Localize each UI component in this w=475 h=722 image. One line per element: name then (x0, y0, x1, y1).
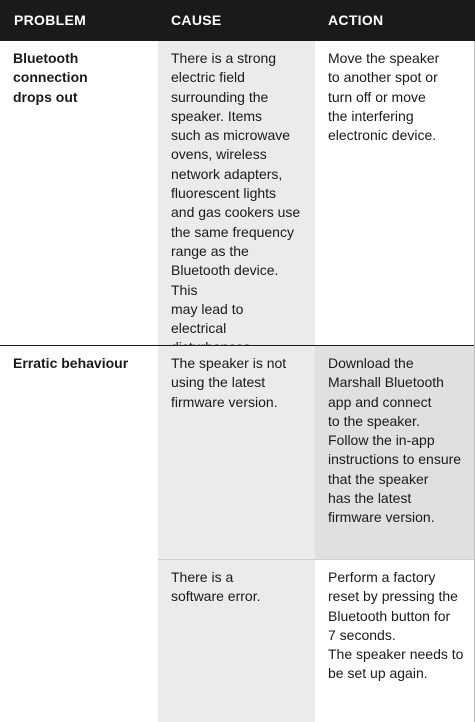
row2-action-cell (315, 346, 475, 559)
row-divider (158, 559, 475, 560)
row1-problem-cell (0, 41, 158, 345)
row3-action-cell (315, 560, 475, 722)
row1-action-cell (315, 41, 475, 345)
header-problem: PROBLEM (14, 12, 87, 28)
row2-action: Download the Marshall Bluetooth app and connect to the speaker. Follow the in-app instructions to ensure that the speaker has the latest firmware version. (328, 355, 462, 526)
row3-cause-cell (158, 560, 315, 722)
row-divider (0, 345, 475, 346)
row1-problem: Bluetooth connection drops out (13, 50, 88, 105)
row3-problem-cell (0, 560, 158, 722)
row1-action: Move the speaker to another spot or turn off or move the interfering electronic device. (328, 50, 440, 144)
table-header (0, 0, 475, 41)
row2-cause: The speaker is not using the latest firmware version. (171, 355, 287, 410)
row2-problem-cell (0, 346, 158, 559)
row2-cause-cell (158, 346, 315, 559)
row2-problem: Erratic behaviour (13, 355, 129, 371)
row3-action: Perform a factory reset by pressing the Bluetooth button for 7 seconds. The speaker needs to be set up again. (328, 569, 464, 682)
header-action: ACTION (328, 12, 384, 28)
row3-cause: There is a software error. (171, 569, 261, 605)
row1-cause-cell (158, 41, 315, 345)
row1-cause: There is a strong electric field surrounding the speaker. Items such as microwave ovens, wireless network adapters, fluorescent lights and gas cookers use the same frequency range as the Bluetooth device. This may lead to electrical (171, 50, 301, 337)
header-cause: CAUSE (171, 12, 222, 28)
